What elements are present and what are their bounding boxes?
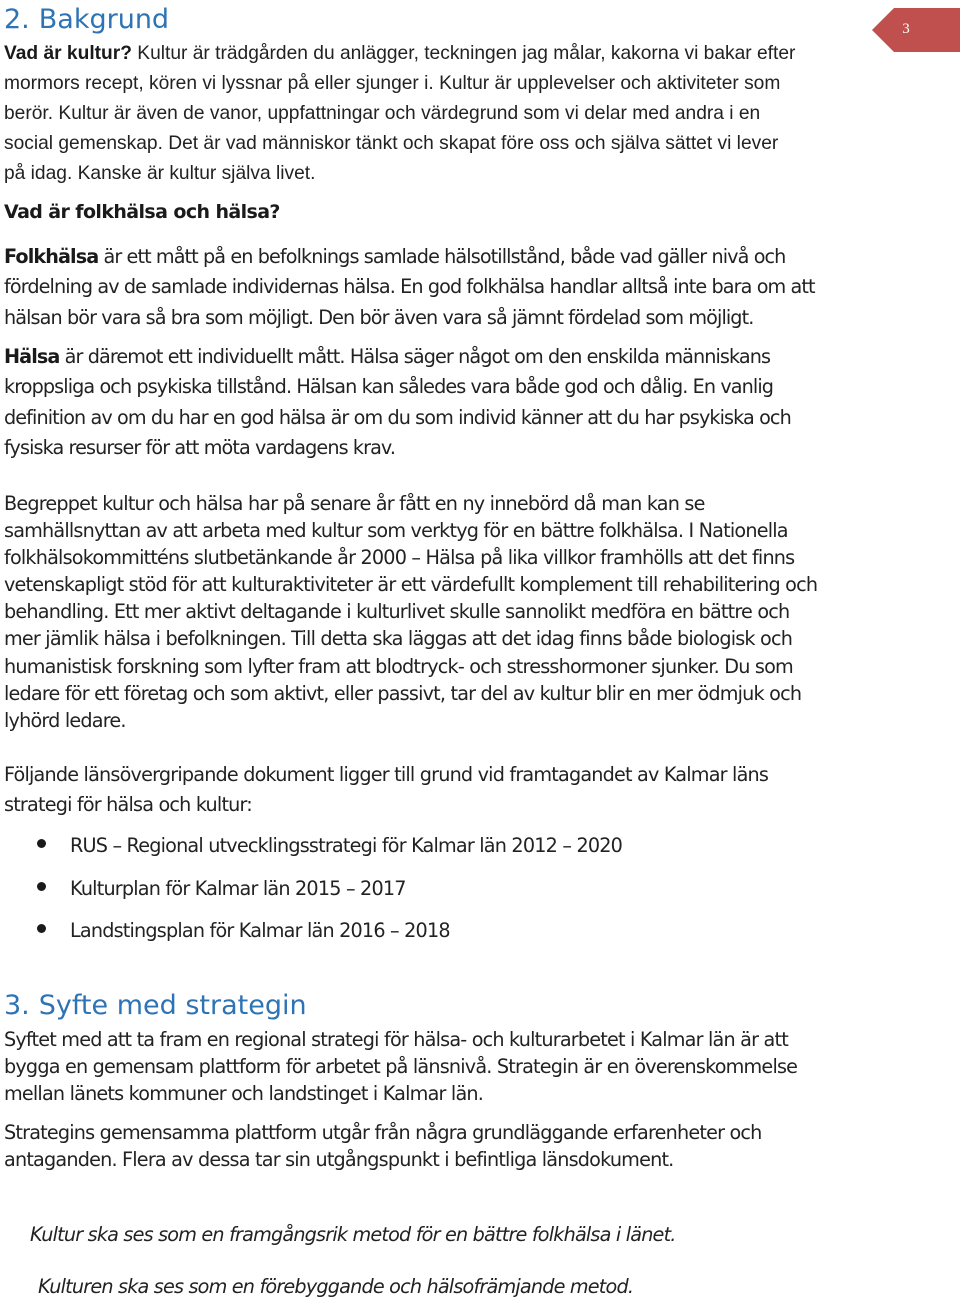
- begrepp-paragraph: [4, 490, 817, 734]
- section-3-title: Syfte med strategin: [38, 990, 307, 1021]
- begrepp-line-2: samhällsnyttan av att arbeta med kultur som verktyg för en bättre folkhälsa. I Nationella: [4, 519, 788, 543]
- syfte-paragraph: [4, 1026, 797, 1107]
- folkhalsa-subheading: Vad är folkhälsa och hälsa?: [4, 201, 280, 223]
- quote-2: Kulturen ska ses som en förebyggande och hälsofrämjande metod.: [38, 1275, 634, 1298]
- list-item-text: Landstingsplan för Kalmar län 2016 – 2018: [70, 919, 450, 942]
- folkhalsa-line-3: hälsan bör vara så bra som möjligt. Den bör även vara så jämnt fördelad som möjligt.: [4, 305, 754, 329]
- halsa-line-4: fysiska resurser för att möta vardagens krav.: [4, 435, 396, 459]
- begrepp-line-7: humanistisk forskning som lyfter fram att blodtryck- och stresshormoner sjunker. Du som: [4, 654, 793, 678]
- kultur-paragraph: [4, 39, 795, 189]
- section-3-number: 3.: [4, 990, 30, 1021]
- plattform-line-1: Strategins gemensamma plattform utgår från några grundläggande erfarenheter och: [4, 1121, 762, 1144]
- begrepp-line-1: Begreppet kultur och hälsa har på senare år fått en ny innebörd då man kan se: [4, 492, 705, 515]
- begrepp-line-5: behandling. Ett mer aktivt deltagande i kulturlivet skulle sannolikt medföra en bättre och: [4, 600, 790, 624]
- begrepp-line-4: vetenskapligt stöd för att kulturaktiviteter är ett värdefullt komplement till rehabilitering och: [4, 573, 818, 597]
- kultur-line-3: berör. Kultur är även de vanor, uppfattningar och värdegrund som vi delar med andra i en: [4, 103, 761, 124]
- halsa-line-2: kroppsliga och psykiska tillstånd. Hälsan kan således vara både god och dålig. En vanlig: [4, 375, 774, 399]
- kultur-question: Vad är kultur?: [4, 43, 132, 64]
- kultur-line-2: mormors recept, kören vi lyssnar på eller sjunger i. Kultur är upplevelser och aktiviteter som: [4, 73, 781, 94]
- begrepp-line-8: ledare för ett företag och som aktivt, eller passivt, tar del av kultur blir en mer ödmjuk och: [4, 681, 802, 705]
- kultur-line-1: Kultur är trädgården du anlägger, teckningen jag målar, kakorna vi bakar efter: [131, 43, 796, 64]
- section-3-heading: [4, 990, 307, 1021]
- folkhalsa-paragraph: [4, 242, 815, 333]
- plattform-line-2: antaganden. Flera av dessa tar sin utgångspunkt i befintliga länsdokument.: [4, 1148, 674, 1172]
- bullet-icon: [37, 839, 46, 848]
- page-number: 3: [902, 21, 910, 37]
- folkhalsa-term: Folkhälsa: [4, 245, 99, 268]
- section-2-number: 2.: [4, 4, 30, 35]
- dokument-intro-line-2: strategi för hälsa och kultur:: [4, 793, 252, 816]
- dokument-intro: [4, 760, 768, 820]
- kultur-line-5: på idag. Kanske är kultur själva livet.: [4, 163, 316, 184]
- folkhalsa-line-1: är ett mått på en befolknings samlade hälsotillstånd, både vad gäller nivå och: [98, 245, 786, 268]
- syfte-line-1: Syftet med att ta fram en regional strategi för hälsa- och kulturarbetet i Kalmar län är att: [4, 1028, 788, 1051]
- kultur-line-4: social gemenskap. Det är vad människor tänkt och skapat före oss och själva sättet vi lever: [4, 133, 779, 154]
- syfte-line-2: bygga en gemensam plattform för arbetet på länsnivå. Strategin är en överenskommelse: [4, 1055, 798, 1079]
- section-2-heading: [4, 4, 169, 35]
- section-2-title: Bakgrund: [38, 4, 170, 35]
- begrepp-line-9: lyhörd ledare.: [4, 708, 126, 732]
- list-item-text: Kulturplan för Kalmar län 2015 – 2017: [70, 876, 406, 900]
- plattform-paragraph: [4, 1119, 762, 1173]
- bullet-icon: [37, 882, 46, 891]
- halsa-paragraph: [4, 342, 791, 463]
- folkhalsa-line-2: fördelning av de samlade individernas hälsa. En god folkhälsa handlar alltså inte bara om att: [4, 275, 815, 299]
- list-item-text: RUS – Regional utvecklingsstrategi för Kalmar län 2012 – 2020: [70, 834, 623, 857]
- halsa-line-1: är däremot ett individuellt mått. Hälsa säger något om den enskilda människans: [59, 345, 771, 368]
- dokument-intro-line-1: Följande länsövergripande dokument ligger till grund vid framtagandet av Kalmar läns: [4, 763, 769, 786]
- halsa-line-3: definition av om du har en god hälsa är om du som individ känner att du har psykiska och: [4, 405, 791, 429]
- halsa-term: Hälsa: [4, 345, 60, 368]
- begrepp-line-6: mer jämlik hälsa i befolkningen. Till detta ska läggas att det idag finns både biologisk och: [4, 627, 793, 651]
- syfte-line-3: mellan länets kommuner och landstinget i Kalmar län.: [4, 1082, 484, 1106]
- quote-1: Kultur ska ses som en framgångsrik metod för en bättre folkhälsa i länet.: [30, 1223, 676, 1246]
- bullet-icon: [37, 924, 46, 933]
- page-number-tab: [872, 8, 960, 52]
- begrepp-line-3: folkhälsokommitténs slutbetänkande år 2000 – Hälsa på lika villkor framhölls att det finns: [4, 546, 795, 570]
